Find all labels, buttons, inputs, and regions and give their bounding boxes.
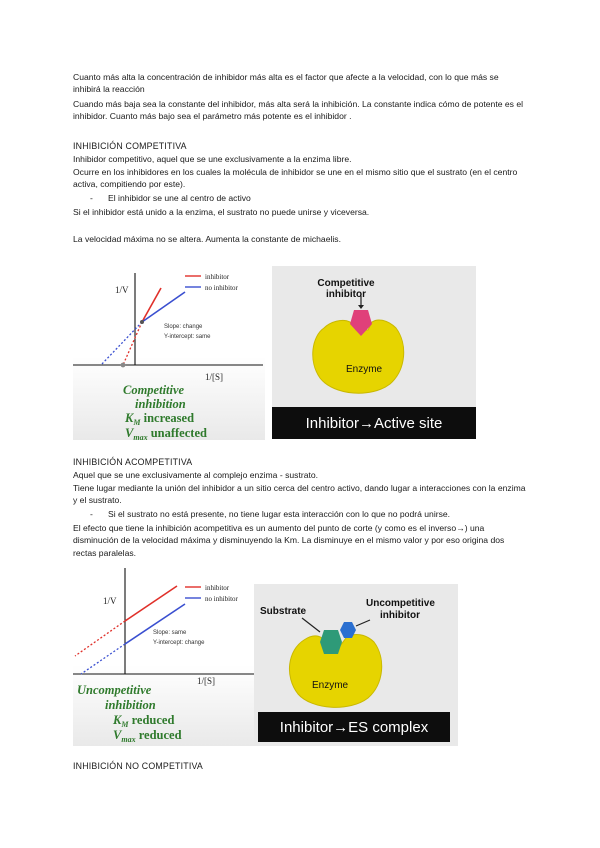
uncompetitive-enzyme-illustration xyxy=(254,584,458,746)
title-line2: inhibitor xyxy=(326,289,366,300)
no-inhibitor-extrapolation xyxy=(81,644,125,674)
competitive-enzyme-illustration xyxy=(272,266,476,439)
paragraph-inhibitor-constant: Cuando más baja sea la constante del inhibidor, más alta será la inhibición. La constante indica cómo de potente es el inhibidor. Cuanto más bajo sea el parámetro más potente es el inhibidor . xyxy=(73,99,524,122)
acompetitive-effect: El efecto que tiene la inhibición acompetitiva es un aumento del punto de corte (y como es el inverso→) una disminución de la velocidad máxima y disminuyendo la Km. La disminuye en el mismo valor y por eso origina dos rectas paralelas. xyxy=(73,523,505,558)
uncompetitive-lineweaver-burk-graph xyxy=(73,566,265,746)
uncompetitive-caption-bar: Inhibitor→ES complex xyxy=(258,712,450,742)
caption-line2: inhibition xyxy=(105,698,156,712)
paragraph-inhibitor-concentration: Cuanto más alta la concentración de inhibidor más alta es el factor que afecte a la velocidad, con lo que más se inhibirá la reacción xyxy=(73,72,499,95)
caption-line3: $K_M$ increased xyxy=(125,411,195,427)
y-axis-label: 1/V xyxy=(103,596,117,606)
no-inhibitor-line xyxy=(125,604,185,644)
substrate-pointer xyxy=(302,618,320,632)
x-intercept-point xyxy=(121,363,126,368)
intercept-point xyxy=(140,320,144,324)
enzyme-label: Enzyme xyxy=(346,364,383,375)
bullet-dash: - xyxy=(90,193,93,203)
pointer-arrowhead xyxy=(358,305,364,309)
intercept-note: Y-intercept: change xyxy=(153,640,205,646)
competitive-mechanism: Ocurre en los inhibidores en los cuales la molécula de inhibidor se une en el mismo sitio que el sustrato (en el centro activa, compitiendo por este). xyxy=(73,167,518,190)
no-inhibitor-extrapolation xyxy=(101,322,142,365)
inhibitor-line xyxy=(142,288,161,322)
acompetitive-bullet xyxy=(90,509,450,519)
x-axis-label: 1/[S] xyxy=(197,676,215,686)
heading-acompetitive: INHIBICIÓN ACOMPETITIVA xyxy=(73,457,193,467)
heading-noncompetitive: INHIBICIÓN NO COMPETITIVA xyxy=(73,761,203,771)
acompetitive-definition: Aquel que se une exclusivamente al complejo enzima - sustrato. xyxy=(73,470,319,480)
uncompetitive-title-line2: inhibitor xyxy=(380,610,420,621)
no-inhibitor-line xyxy=(142,292,185,322)
caption-line1: Competitive xyxy=(123,383,185,397)
inhibitor-extrapolation xyxy=(123,322,142,365)
competitive-bullet-text: El inhibidor se une al centro de activo xyxy=(108,193,251,203)
caption-line1: Uncompetitive xyxy=(77,683,152,697)
acompetitive-mechanism: Tiene lugar mediante la unión del inhibidor a un sitio cerca del centro activo, dando lugar a interacciones con la enzima y el sustrato. xyxy=(73,483,526,506)
legend-no-inhibitor: no inhibitor xyxy=(205,595,238,603)
competitive-definition: Inhibidor competitivo, aquel que se une exclusivamente a la enzima libre. xyxy=(73,154,352,164)
title-line1: Competitive xyxy=(317,278,375,289)
inhibitor-line xyxy=(125,586,177,621)
substrate-shape xyxy=(320,630,342,654)
slope-note: Slope: change xyxy=(164,324,203,330)
legend-no-inhibitor: no inhibitor xyxy=(205,284,238,292)
competitive-bullet xyxy=(90,193,251,203)
y-axis-label: 1/V xyxy=(115,285,129,295)
competitive-vmax-note: La velocidad máxima no se altera. Aumenta la constante de michaelis. xyxy=(73,234,341,244)
competitive-lineweaver-burk-graph xyxy=(73,255,265,440)
slope-note: Slope: same xyxy=(153,630,187,636)
intercept-note: Y-intercept: same xyxy=(164,334,211,340)
caption-line4: $V_{max}$ unaffected xyxy=(125,426,207,440)
enzyme-label: Enzyme xyxy=(312,680,349,691)
heading-competitive: INHIBICIÓN COMPETITIVA xyxy=(73,141,187,151)
uncompetitive-title-line1: Uncompetitive xyxy=(366,598,435,609)
legend-inhibitor: inhibitor xyxy=(205,584,230,592)
caption-line4: $V_{max}$ reduced xyxy=(113,728,182,744)
legend-inhibitor: inhibitor xyxy=(205,273,230,281)
caption-line3: $K_M$ reduced xyxy=(113,713,175,729)
acompetitive-bullet-text: Si el sustrato no está presente, no tiene lugar esta interacción con lo que no podrá unirse. xyxy=(108,509,451,519)
inhibitor-extrapolation xyxy=(75,621,125,656)
inhibitor-pointer xyxy=(356,620,370,626)
x-axis-label: 1/[S] xyxy=(205,372,223,382)
caption-line2: inhibition xyxy=(135,397,186,411)
competitive-caption-bar: Inhibitor→Active site xyxy=(272,407,476,439)
competitive-exclusion: Si el inhibidor está unido a la enzima, el sustrato no puede unirse y viceversa. xyxy=(73,207,370,217)
substrate-label: Substrate xyxy=(260,606,307,617)
bullet-dash: - xyxy=(90,509,93,519)
